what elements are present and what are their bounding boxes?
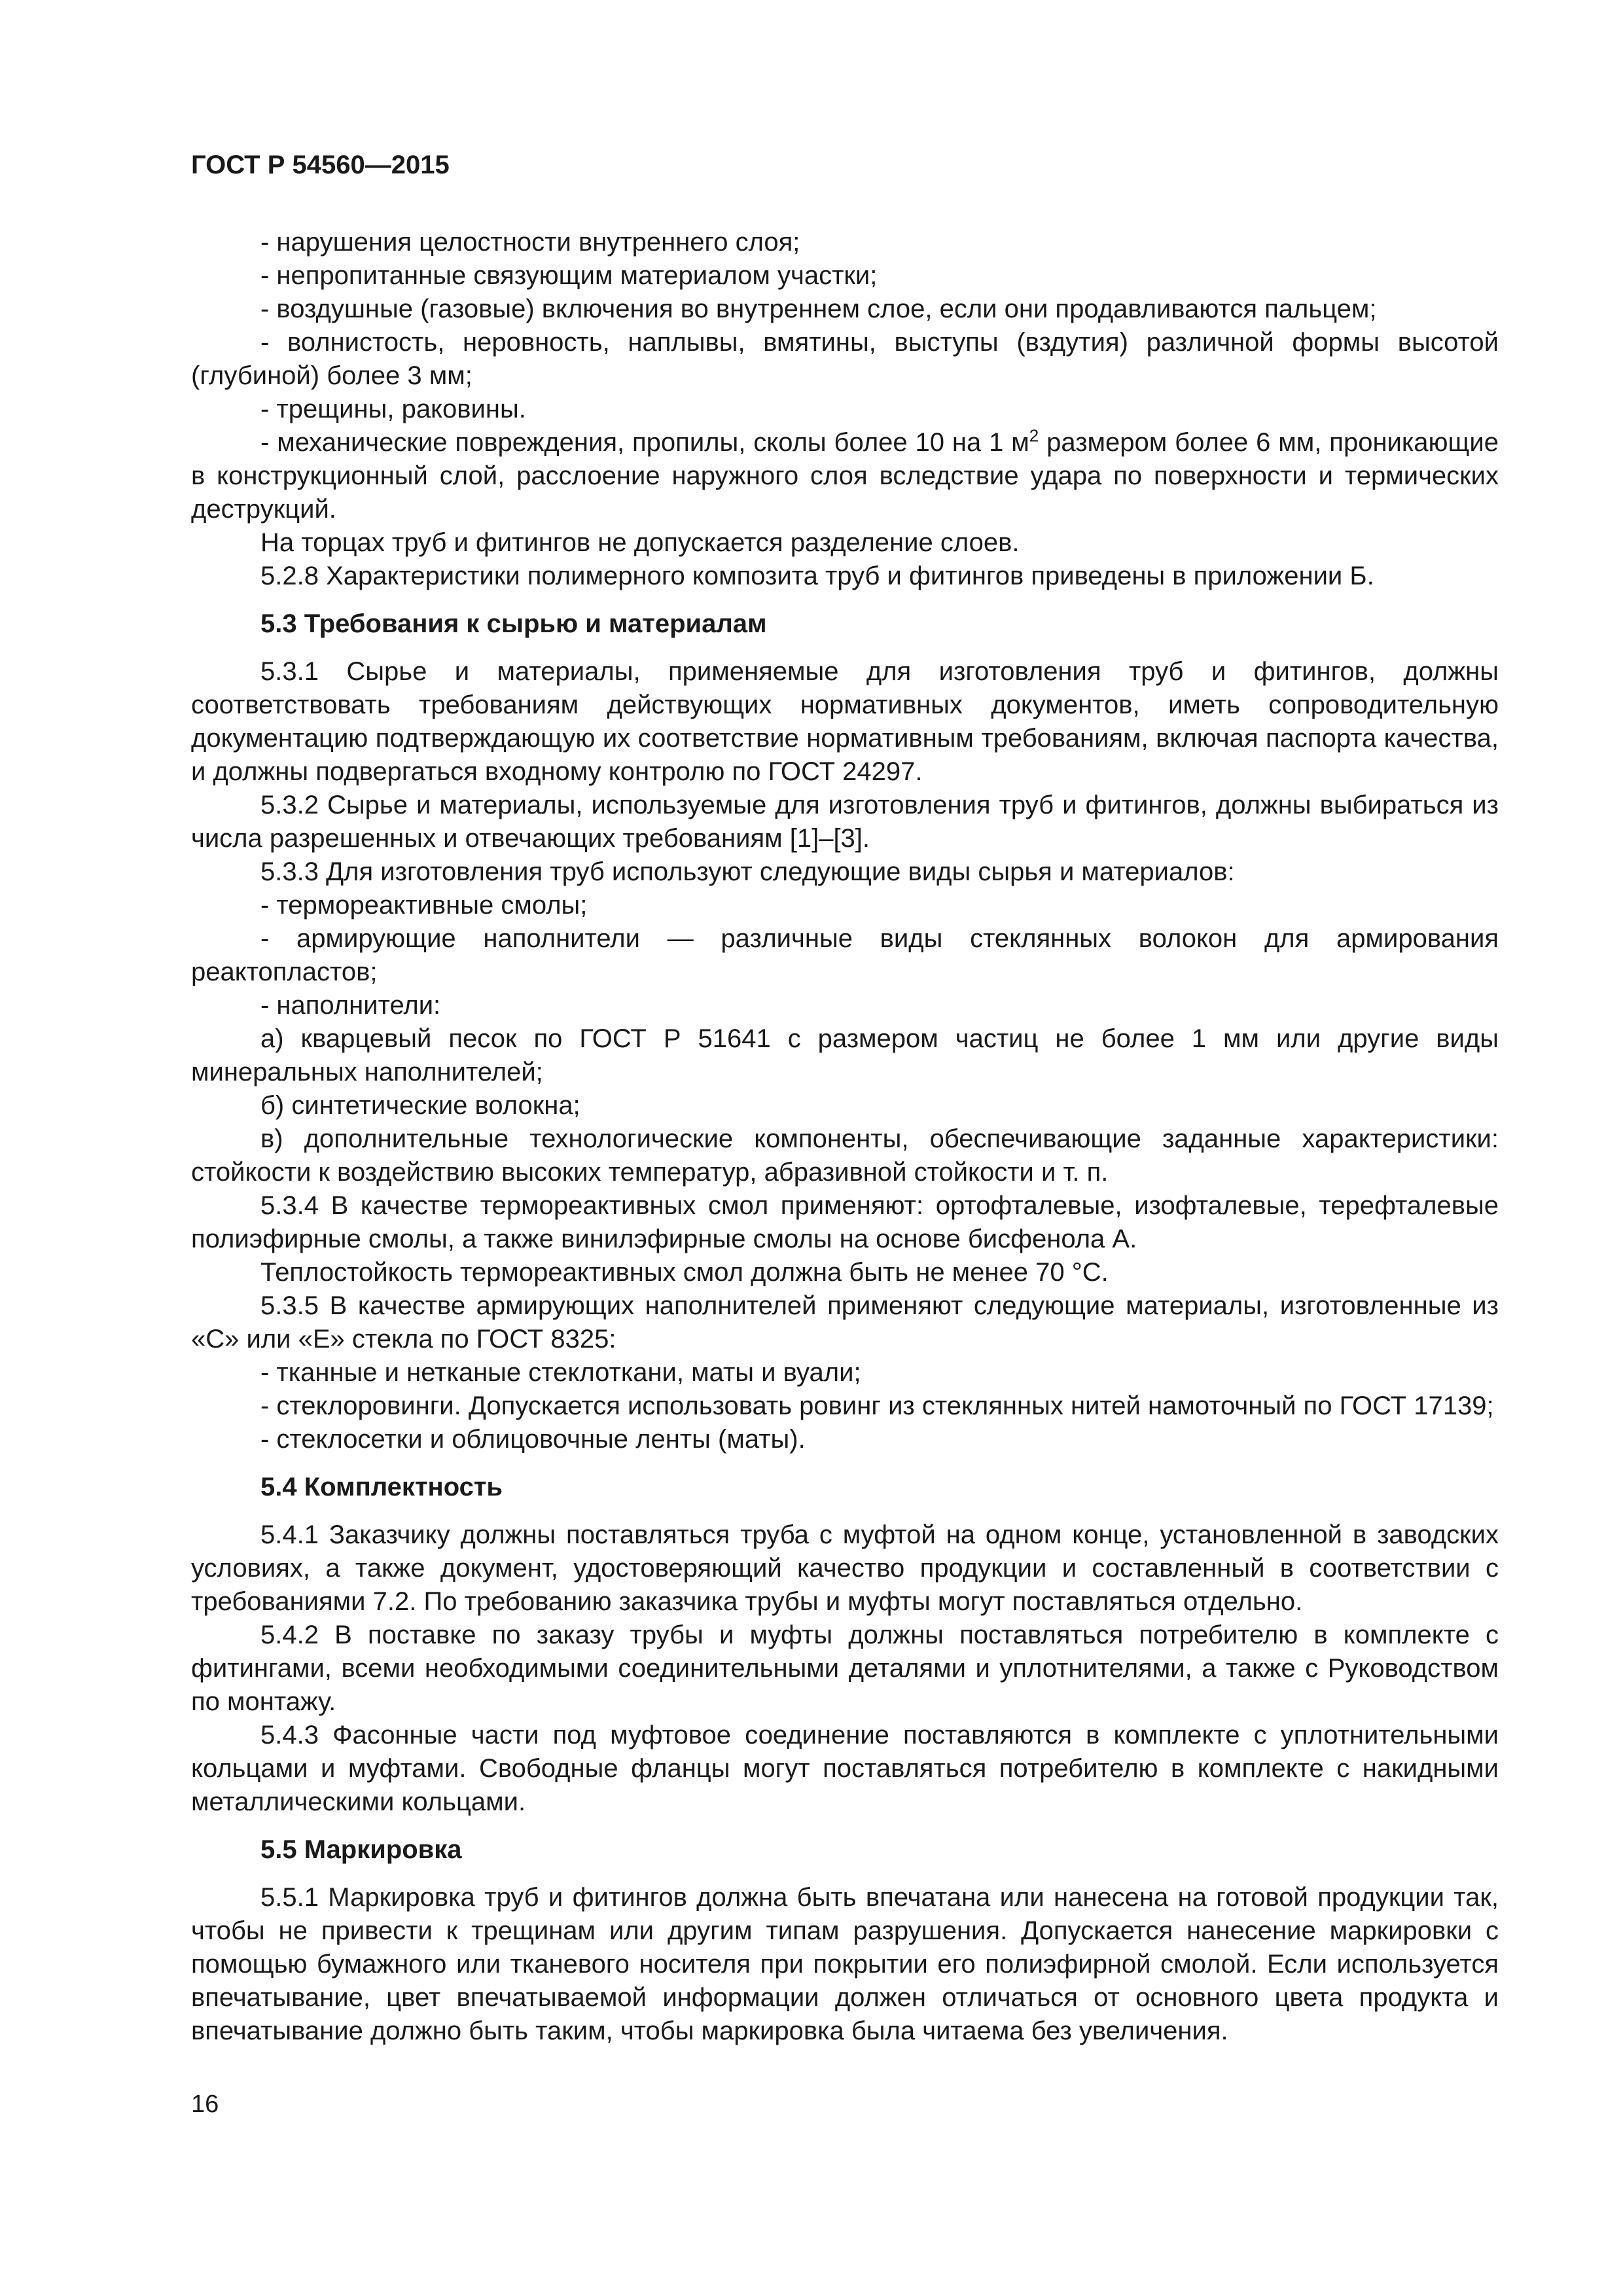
list-item: - трещины, раковины. [260,395,526,423]
paragraph: 5.3.5 В качестве армирующих наполнителей применяют следующие материалы, изготовленные из «С» или «Е» стекла по ГОСТ 8325: [191,1291,1499,1354]
paragraph: 5.3.3 Для изготовления труб используют следующие виды сырья и материалов: [260,857,1235,886]
paragraph: 5.4.3 Фасонные части под муфтовое соединение поставляются в комплекте с уплотнительными кольцами и муфтами. Свободные фланцы могут поставляться потребителю в комплекте с накидными металлическими кольцами. [191,1721,1499,1816]
list-item: б) синтетические волокна; [260,1091,580,1120]
list-item: в) дополнительные технологические компоненты, обеспечивающие заданные характеристики: стойкости к воздействию высоких температур, абразивной стойкости и т. п. [191,1124,1499,1187]
section-heading: 5.4 Комплектность [260,1473,503,1501]
list-item: а) кварцевый песок по ГОСТ Р 51641 с размером частиц не более 1 мм или другие виды минеральных наполнителей; [191,1024,1499,1086]
text-run: размером более 6 мм, проникающие в конструкционный слой, расслоение наружного слоя вследствие удара по поверхности и термических деструкций. [191,428,1499,524]
paragraph: 5.4.1 Заказчику должны поставляться труба с муфтой на одном конце, установленной в заводских условиях, а также документ, удостоверяющий качество продукции и составленный в соответствии с требованиями 7.2. По требованию заказчика трубы и муфты могут поставляться отдельно. [191,1520,1499,1616]
paragraph: 5.4.2 В поставке по заказу трубы и муфты должны поставляться потребителю в комплекте с фитингами, всеми необходимыми соединительными деталями и уплотнителями, а также с Руководством по монтажу. [191,1621,1499,1716]
list-item: - термореактивные смолы; [260,891,588,920]
list-item: - нарушения целостности внутреннего слоя; [260,228,800,257]
list-item [191,426,1499,526]
paragraph: На торцах труб и фитингов не допускается разделение слоев. [260,528,1020,557]
paragraph: 5.3.2 Сырье и материалы, используемые для изготовления труб и фитингов, должны выбираться из числа разрешенных и отвечающих требованиям [1]–[3]. [191,791,1499,853]
list-item: - волнистость, неровность, наплывы, вмятины, выступы (вздутия) различной формы высотой (глубиной) более 3 мм; [191,328,1499,390]
standard-header: ГОСТ Р 54560—2015 [191,151,450,179]
section-heading: 5.3 Требования к сырью и материалам [260,609,767,638]
list-item: - воздушные (газовые) включения во внутреннем слое, если они продавливаются пальцем; [260,295,1377,323]
list-item: - тканные и нетканые стеклоткани, маты и вуали; [260,1358,861,1387]
text-run: - механические повреждения, пропилы, сколы более 10 на 1 м [260,428,1029,457]
paragraph: Теплостойкость термореактивных смол должна быть не менее 70 °С. [260,1258,1109,1287]
paragraph: 5.3.4 В качестве термореактивных смол применяют: ортофталевые, изофталевые, терефталевые полиэфирные смолы, а также винилэфирные смолы на основе бисфенола А. [191,1191,1499,1253]
paragraph: 5.3.1 Сырье и материалы, применяемые для изготовления труб и фитингов, должны соответствовать требованиям действующих нормативных документов, иметь сопроводительную документацию подтверждающую их соответствие нормативным требованиям, включая паспорта качества, и должны подвергаться входному контролю по ГОСТ 24297. [191,657,1499,786]
list-item: - непропитанные связующим материалом участки; [260,261,878,290]
page-number: 16 [191,2090,219,2118]
list-item: - стеклосетки и облицовочные ленты (маты). [260,1425,806,1454]
paragraph: 5.5.1 Маркировка труб и фитингов должна быть впечатана или нанесена на готовой продукции так, чтобы не привести к трещинам или другим типам разрушения. Допускается нанесение маркировки с помощью бумажного или тканевого носителя при покрытии его полиэфирной смолой. Если используется впечатывание, цвет впечатываемой информации должен отличаться от основного цвета продукта и впечатывание должно быть таким, чтобы маркировка была читаема без увеличения. [191,1883,1499,2045]
list-item: - армирующие наполнители — различные виды стеклянных волокон для армирования реактопластов; [191,924,1499,986]
document-body [191,226,1499,2048]
section-heading: 5.5 Маркировка [260,1835,462,1864]
paragraph: 5.2.8 Характеристики полимерного композита труб и фитингов приведены в приложении Б. [260,562,1374,590]
superscript: 2 [1029,425,1039,446]
list-item: - наполнители: [260,991,441,1020]
list-item: - стеклоровинги. Допускается использовать ровинг из стеклянных нитей намоточный по ГОСТ 17139; [260,1391,1494,1420]
